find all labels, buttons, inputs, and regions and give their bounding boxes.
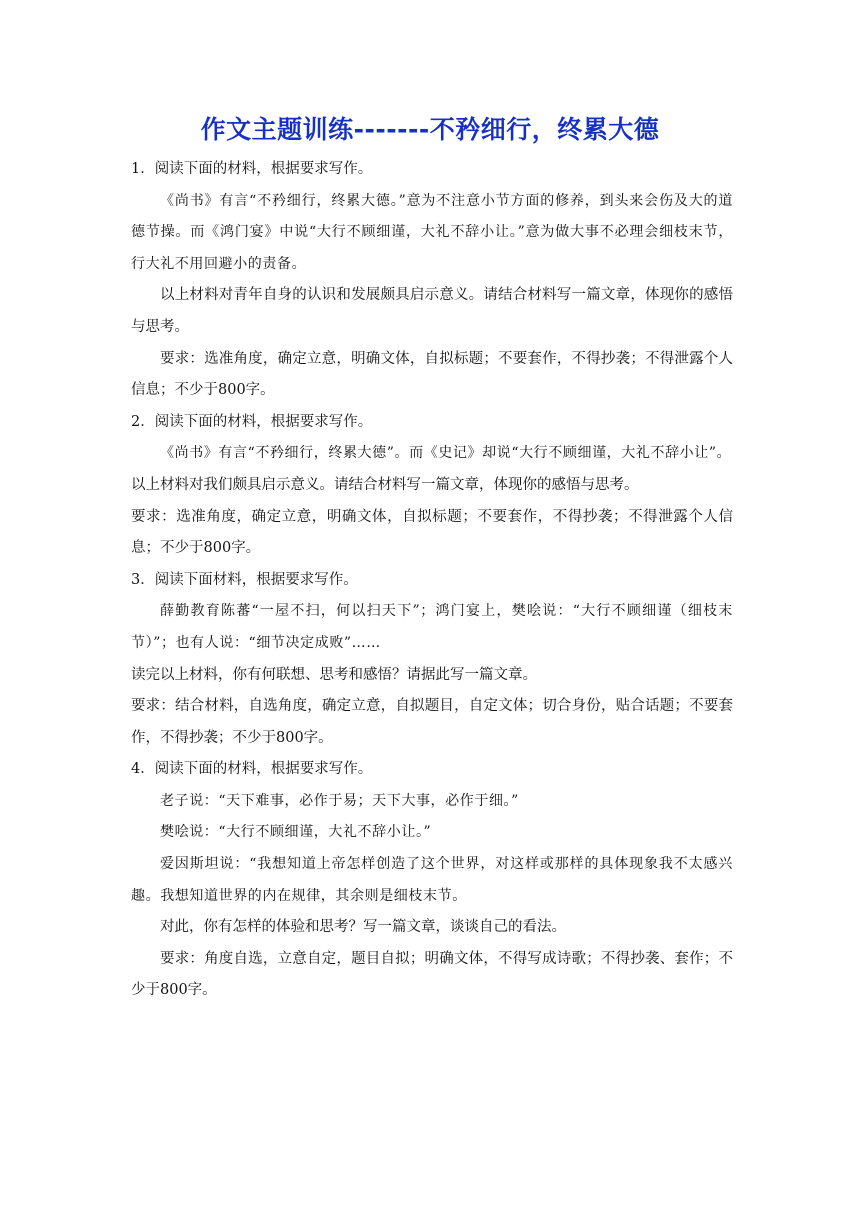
question-2-material: 《尚书》有言“不矜细行，终累大德”。而《史记》却说“大行不顾细谨，大礼不辞小让”。 xyxy=(160,445,732,462)
question-4-quote-laozi: 老子说：“天下难事，必作于易；天下大事，必作于细。” xyxy=(160,792,519,809)
question-2-requirement: 要求：选准角度，确定立意，明确文体，自拟标题；不要套作，不得抄袭；不得泄露个人信息；不少于800字。 xyxy=(131,508,733,557)
question-2-prompt: 以上材料对我们颇具启示意义。请结合材料写一篇文章，体现你的感悟与思考。 xyxy=(131,476,639,493)
question-3-requirement: 要求：结合材料，自选角度，确定立意，自拟题目，自定文体；切合身份，贴合话题；不要套作，不得抄袭；不少于800字。 xyxy=(131,698,733,746)
question-1-prompt: 以上材料对青年自身的认识和发展颇具启示意义。请结合材料写一篇文章，体现你的感悟与思考。 xyxy=(131,287,733,335)
page-title: 作文主题训练-------不矜细行，终累大德 xyxy=(200,115,660,144)
question-3 xyxy=(131,565,733,755)
document-body xyxy=(131,154,733,1007)
question-4-quote-fankuai: 樊哙说：“大行不顾细谨，大礼不辞小让。” xyxy=(160,824,432,841)
question-4-heading: 4．阅读下面的材料，根据要求写作。 xyxy=(131,761,373,778)
question-4-requirement: 要求：角度自选，立意自定，题目自拟；明确文体，不得写成诗歌；不得抄袭、套作；不少于800字。 xyxy=(131,950,733,999)
question-4-prompt: 对此，你有怎样的体验和思考？写一篇文章，谈谈自己的看法。 xyxy=(160,919,566,936)
question-1-heading: 1．阅读下面的材料，根据要求写作。 xyxy=(131,161,373,177)
question-1 xyxy=(131,154,733,407)
question-3-prompt: 读完以上材料，你有何联想、思考和感悟？请据此写一篇文章。 xyxy=(131,666,537,683)
question-1-requirement: 要求：选准角度，确定立意，明确文体，自拟标题；不要套作，不得抄袭；不得泄露个人信息；不少于800字。 xyxy=(131,350,733,399)
question-2-heading: 2．阅读下面的材料，根据要求写作。 xyxy=(131,413,373,430)
question-2 xyxy=(131,407,733,565)
question-3-heading: 3．阅读下面材料，根据要求写作。 xyxy=(131,571,358,588)
question-4-quote-einstein: 爱因斯坦说：“我想知道上帝怎样创造了这个世界，对这样或那样的具体现象我不太感兴趣。我想知道世界的内在规律，其余则是细枝末节。 xyxy=(131,856,733,904)
question-4 xyxy=(131,754,733,1007)
question-3-material: 薛勤教育陈蕃“一屋不扫，何以扫天下”；鸿门宴上，樊哙说：“大行不顾细谨（细枝末节）”；也有人说：“细节决定成败”…… xyxy=(131,603,733,651)
question-1-material: 《尚书》有言“不矜细行，终累大德。”意为不注意小节方面的修养，到头来会伤及大的道德节操。而《鸿门宴》中说“大行不顾细谨，大礼不辞小让。”意为做大事不必理会细枝末节，行大礼不用回避小的责备。 xyxy=(131,192,733,272)
